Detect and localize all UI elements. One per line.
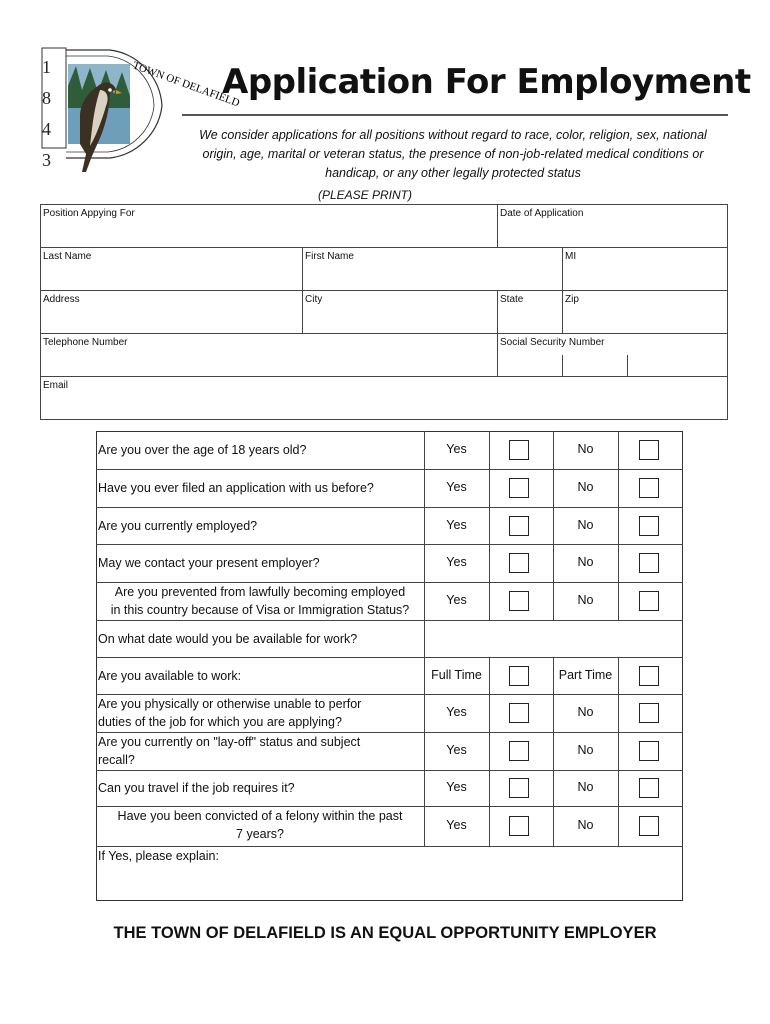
first-name-field[interactable] <box>302 247 564 291</box>
question-text <box>98 630 422 648</box>
question-line: Are you prevented from lawfully becoming employed <box>114 585 406 599</box>
checkbox[interactable] <box>639 703 659 723</box>
question-text <box>98 479 422 497</box>
page-title: Application For Employment <box>222 62 751 102</box>
col-divider <box>489 507 490 544</box>
checkbox[interactable] <box>639 478 659 498</box>
address-field[interactable] <box>40 290 304 334</box>
question-line: 7 years? <box>236 827 284 841</box>
title-divider <box>182 114 728 116</box>
option-label: No <box>577 780 594 794</box>
position-label: Position Appying For <box>43 208 135 219</box>
col-divider <box>489 806 490 846</box>
question-text <box>98 583 422 619</box>
mi-label: MI <box>565 251 577 262</box>
option-label: No <box>577 517 594 532</box>
address-label: Address <box>43 294 80 305</box>
checkbox[interactable] <box>639 778 659 798</box>
date-label: Date of Application <box>500 208 584 219</box>
col-divider <box>618 770 619 806</box>
col-divider <box>618 694 619 732</box>
question-line: Are you currently employed? <box>98 518 258 533</box>
checkbox[interactable] <box>509 591 529 611</box>
checkbox[interactable] <box>639 440 659 460</box>
col-divider <box>618 544 619 582</box>
option-label: No <box>577 442 594 456</box>
option-label: No <box>577 818 594 832</box>
explain-label: If Yes, please explain: <box>98 849 219 863</box>
question-line: May we contact your present employer? <box>98 556 320 570</box>
ssn-field[interactable] <box>497 333 728 377</box>
city-label: City <box>305 294 323 305</box>
email-label: Email <box>43 380 69 391</box>
question-text <box>98 807 422 843</box>
option-label: No <box>577 555 594 569</box>
question-line: in this country because of Visa or Immigration Status? <box>110 603 410 617</box>
option-label: Yes <box>446 593 467 607</box>
col-divider <box>618 732 619 770</box>
checkbox[interactable] <box>639 741 659 761</box>
question-line: Have you been convicted of a felony within the past <box>117 809 403 823</box>
zip-label: Zip <box>565 294 579 305</box>
option-label: Yes <box>446 480 467 494</box>
question-text <box>98 695 422 731</box>
eoe-footer: THE TOWN OF DELAFIELD IS AN EQUAL OPPORTUNITY EMPLOYER <box>113 924 657 942</box>
city-field[interactable] <box>302 290 499 334</box>
checkbox[interactable] <box>509 516 529 536</box>
state-field[interactable] <box>497 290 564 334</box>
option-label: Yes <box>446 780 467 794</box>
checkbox[interactable] <box>639 553 659 573</box>
col-divider <box>489 694 490 732</box>
question-line: duties of the job for which you are applying? <box>98 715 342 729</box>
option-label: No <box>577 705 594 719</box>
question-line: Are you physically or otherwise unable to perfor <box>98 697 362 711</box>
telephone-label: Telephone Number <box>43 337 128 348</box>
option-label: Yes <box>446 818 467 832</box>
col-divider <box>618 657 619 694</box>
checkbox[interactable] <box>509 553 529 573</box>
col-divider <box>618 431 619 469</box>
question-line: Have you ever filed an application with us before? <box>98 481 374 495</box>
option-label: Yes <box>446 743 467 757</box>
checkbox[interactable] <box>639 666 659 686</box>
col-divider <box>618 469 619 507</box>
hawk-emblem-icon <box>40 46 242 181</box>
ssn-divider <box>562 355 563 377</box>
col-divider <box>618 582 619 620</box>
question-text <box>98 667 422 685</box>
question-text <box>98 733 422 769</box>
checkbox[interactable] <box>509 778 529 798</box>
checkbox[interactable] <box>509 478 529 498</box>
last-name-field[interactable] <box>40 247 304 291</box>
ssn-divider <box>627 355 628 377</box>
telephone-field[interactable] <box>40 333 499 377</box>
question-line: Are you over the age of 18 years old? <box>98 443 307 457</box>
option-label: Yes <box>446 555 467 569</box>
option-label: Yes <box>446 517 467 532</box>
zip-field[interactable] <box>562 290 728 334</box>
seal-year: 1 8 4 3 <box>42 57 51 170</box>
col-divider <box>618 507 619 544</box>
col-divider <box>489 582 490 620</box>
ssn-label: Social Security Number <box>500 337 605 348</box>
checkbox[interactable] <box>639 516 659 536</box>
first-name-label: First Name <box>305 251 354 262</box>
option-label: No <box>577 743 594 757</box>
checkbox[interactable] <box>639 816 659 836</box>
col-divider <box>489 431 490 469</box>
checkbox[interactable] <box>509 741 529 761</box>
option-label: Full Time <box>431 667 482 682</box>
explain-field[interactable] <box>97 866 681 900</box>
question-line: On what date would you be available for work? <box>98 631 358 646</box>
option-label: Part Time <box>558 667 613 682</box>
question-text <box>98 779 422 797</box>
col-divider <box>489 732 490 770</box>
option-label: No <box>577 480 594 494</box>
col-divider <box>618 806 619 846</box>
checkbox[interactable] <box>509 440 529 460</box>
eoe-statement: We consider applications for all positions without regard to race, color, religion, sex, national origin, age, marital or veteran status, the presence of non-job-related medical conditions or handicap, or any other legally protected status <box>199 128 707 180</box>
option-label: No <box>577 593 594 607</box>
col-divider <box>489 770 490 806</box>
checkbox[interactable] <box>509 666 529 686</box>
question-text <box>98 517 422 535</box>
option-label: Yes <box>446 442 467 456</box>
question-text <box>98 554 422 572</box>
state-label: State <box>500 294 524 305</box>
print-note: (PLEASE PRINT) <box>317 188 413 202</box>
col-divider <box>489 544 490 582</box>
checkbox[interactable] <box>509 816 529 836</box>
question-text <box>98 441 422 459</box>
date-field[interactable] <box>497 204 728 248</box>
question-line: Can you travel if the job requires it? <box>98 781 295 795</box>
checkbox[interactable] <box>509 703 529 723</box>
position-field[interactable] <box>40 204 499 248</box>
col-divider <box>489 657 490 694</box>
svg-text:TOWN OF DELAFIELD: TOWN OF DELAFIELD <box>130 59 242 110</box>
last-name-label: Last Name <box>43 251 92 262</box>
col-divider <box>489 469 490 507</box>
option-label: Yes <box>446 705 467 719</box>
checkbox[interactable] <box>639 591 659 611</box>
question-line: Are you available to work: <box>98 668 242 683</box>
available-date-field[interactable] <box>425 621 682 656</box>
mi-field[interactable] <box>562 247 728 291</box>
email-field[interactable] <box>40 376 728 420</box>
question-line: Are you currently on "lay-off" status and subject <box>98 735 361 749</box>
question-line: recall? <box>98 753 135 767</box>
